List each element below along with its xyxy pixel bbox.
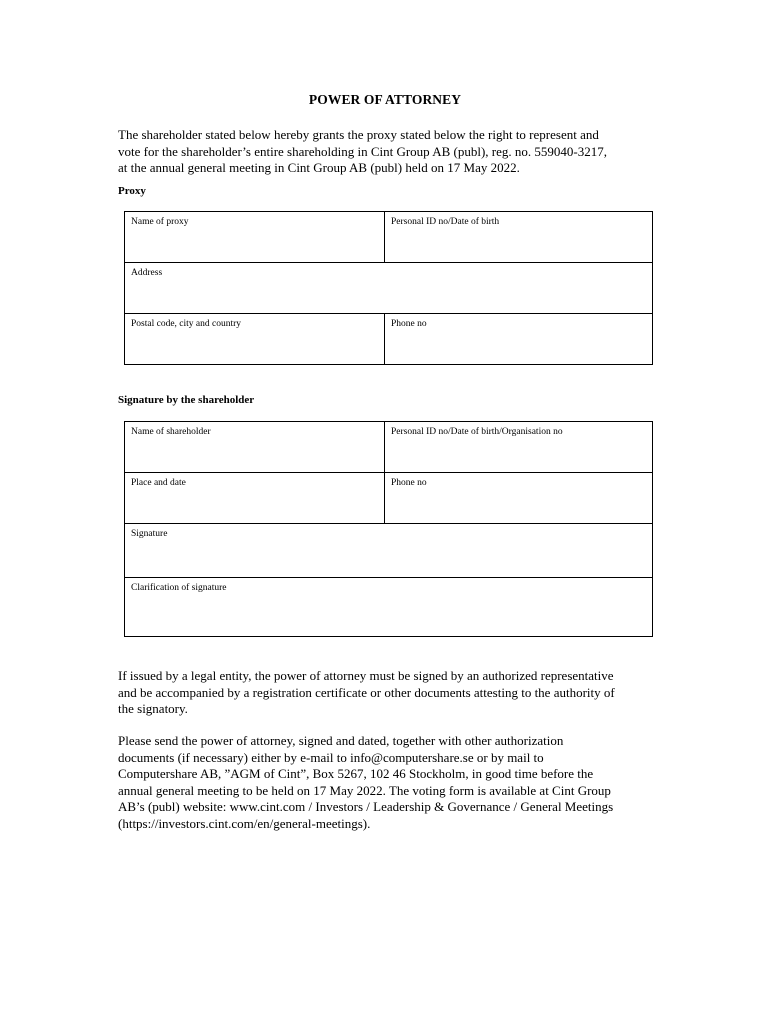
document-title: POWER OF ATTORNEY bbox=[308, 92, 462, 107]
intro-line: The shareholder stated below hereby grants the proxy stated below the right to represent and bbox=[118, 127, 599, 142]
proxy-address-field[interactable] bbox=[125, 263, 653, 314]
shareholder-clarification-label: Clarification of signature bbox=[131, 583, 227, 593]
shareholder-heading: Signature by the shareholder bbox=[118, 394, 255, 406]
shareholder-phone-field[interactable] bbox=[385, 473, 653, 524]
shareholder-name-field[interactable] bbox=[125, 422, 385, 473]
intro-paragraph bbox=[118, 127, 658, 177]
proxy-heading: Proxy bbox=[118, 185, 146, 197]
proxy-name-label: Name of proxy bbox=[131, 217, 189, 227]
shareholder-clarification-field[interactable] bbox=[125, 578, 653, 637]
proxy-address-label: Address bbox=[131, 268, 163, 278]
shareholder-form-table bbox=[124, 421, 653, 637]
intro-line: vote for the shareholder’s entire shareholding in Cint Group AB (publ), reg. no. 559040-3217, bbox=[118, 143, 607, 159]
proxy-form-table bbox=[124, 211, 653, 365]
shareholder-personal-id-label: Personal ID no/Date of birth/Organisation no bbox=[391, 427, 563, 437]
shareholder-place-date-field[interactable] bbox=[125, 473, 385, 524]
instructions-line: AB’s (publ) website: www.cint.com / Investors / Leadership & Governance / General Meetings bbox=[118, 799, 614, 814]
shareholder-signature-label: Signature bbox=[131, 529, 168, 539]
legal-entity-line: and be accompanied by a registration certificate or other documents attesting to the authority of bbox=[118, 684, 615, 700]
shareholder-personal-id-field[interactable] bbox=[385, 422, 653, 473]
proxy-personal-id-field[interactable] bbox=[385, 212, 653, 263]
proxy-personal-id-label: Personal ID no/Date of birth bbox=[391, 217, 500, 227]
shareholder-place-date-label: Place and date bbox=[131, 478, 186, 488]
shareholder-signature-field[interactable] bbox=[125, 524, 653, 578]
legal-entity-paragraph bbox=[118, 668, 658, 718]
proxy-phone-label: Phone no bbox=[391, 319, 427, 329]
legal-entity-line: the signatory. bbox=[118, 701, 188, 716]
instructions-line: Please send the power of attorney, signed and dated, together with other authorization bbox=[118, 733, 564, 748]
proxy-postal-label: Postal code, city and country bbox=[131, 319, 242, 329]
proxy-phone-field[interactable] bbox=[385, 314, 653, 365]
proxy-name-field[interactable] bbox=[125, 212, 385, 263]
shareholder-name-label: Name of shareholder bbox=[131, 427, 211, 437]
instructions-line: documents (if necessary) either by e-mail to info@computershare.se or by mail to bbox=[118, 749, 544, 765]
instructions-line: annual general meeting to be held on 17 May 2022. The voting form is available at Cint Group bbox=[118, 782, 611, 798]
shareholder-phone-label: Phone no bbox=[391, 478, 427, 488]
proxy-postal-field[interactable] bbox=[125, 314, 385, 365]
instructions-line: Computershare AB, ”AGM of Cint”, Box 5267, 102 46 Stockholm, in good time before the bbox=[118, 766, 594, 781]
intro-line: at the annual general meeting in Cint Group AB (publ) held on 17 May 2022. bbox=[118, 160, 520, 175]
instructions-paragraph bbox=[118, 733, 658, 832]
instructions-line: (https://investors.cint.com/en/general-meetings). bbox=[118, 815, 371, 831]
legal-entity-line: If issued by a legal entity, the power of attorney must be signed by an authorized representative bbox=[118, 668, 614, 683]
